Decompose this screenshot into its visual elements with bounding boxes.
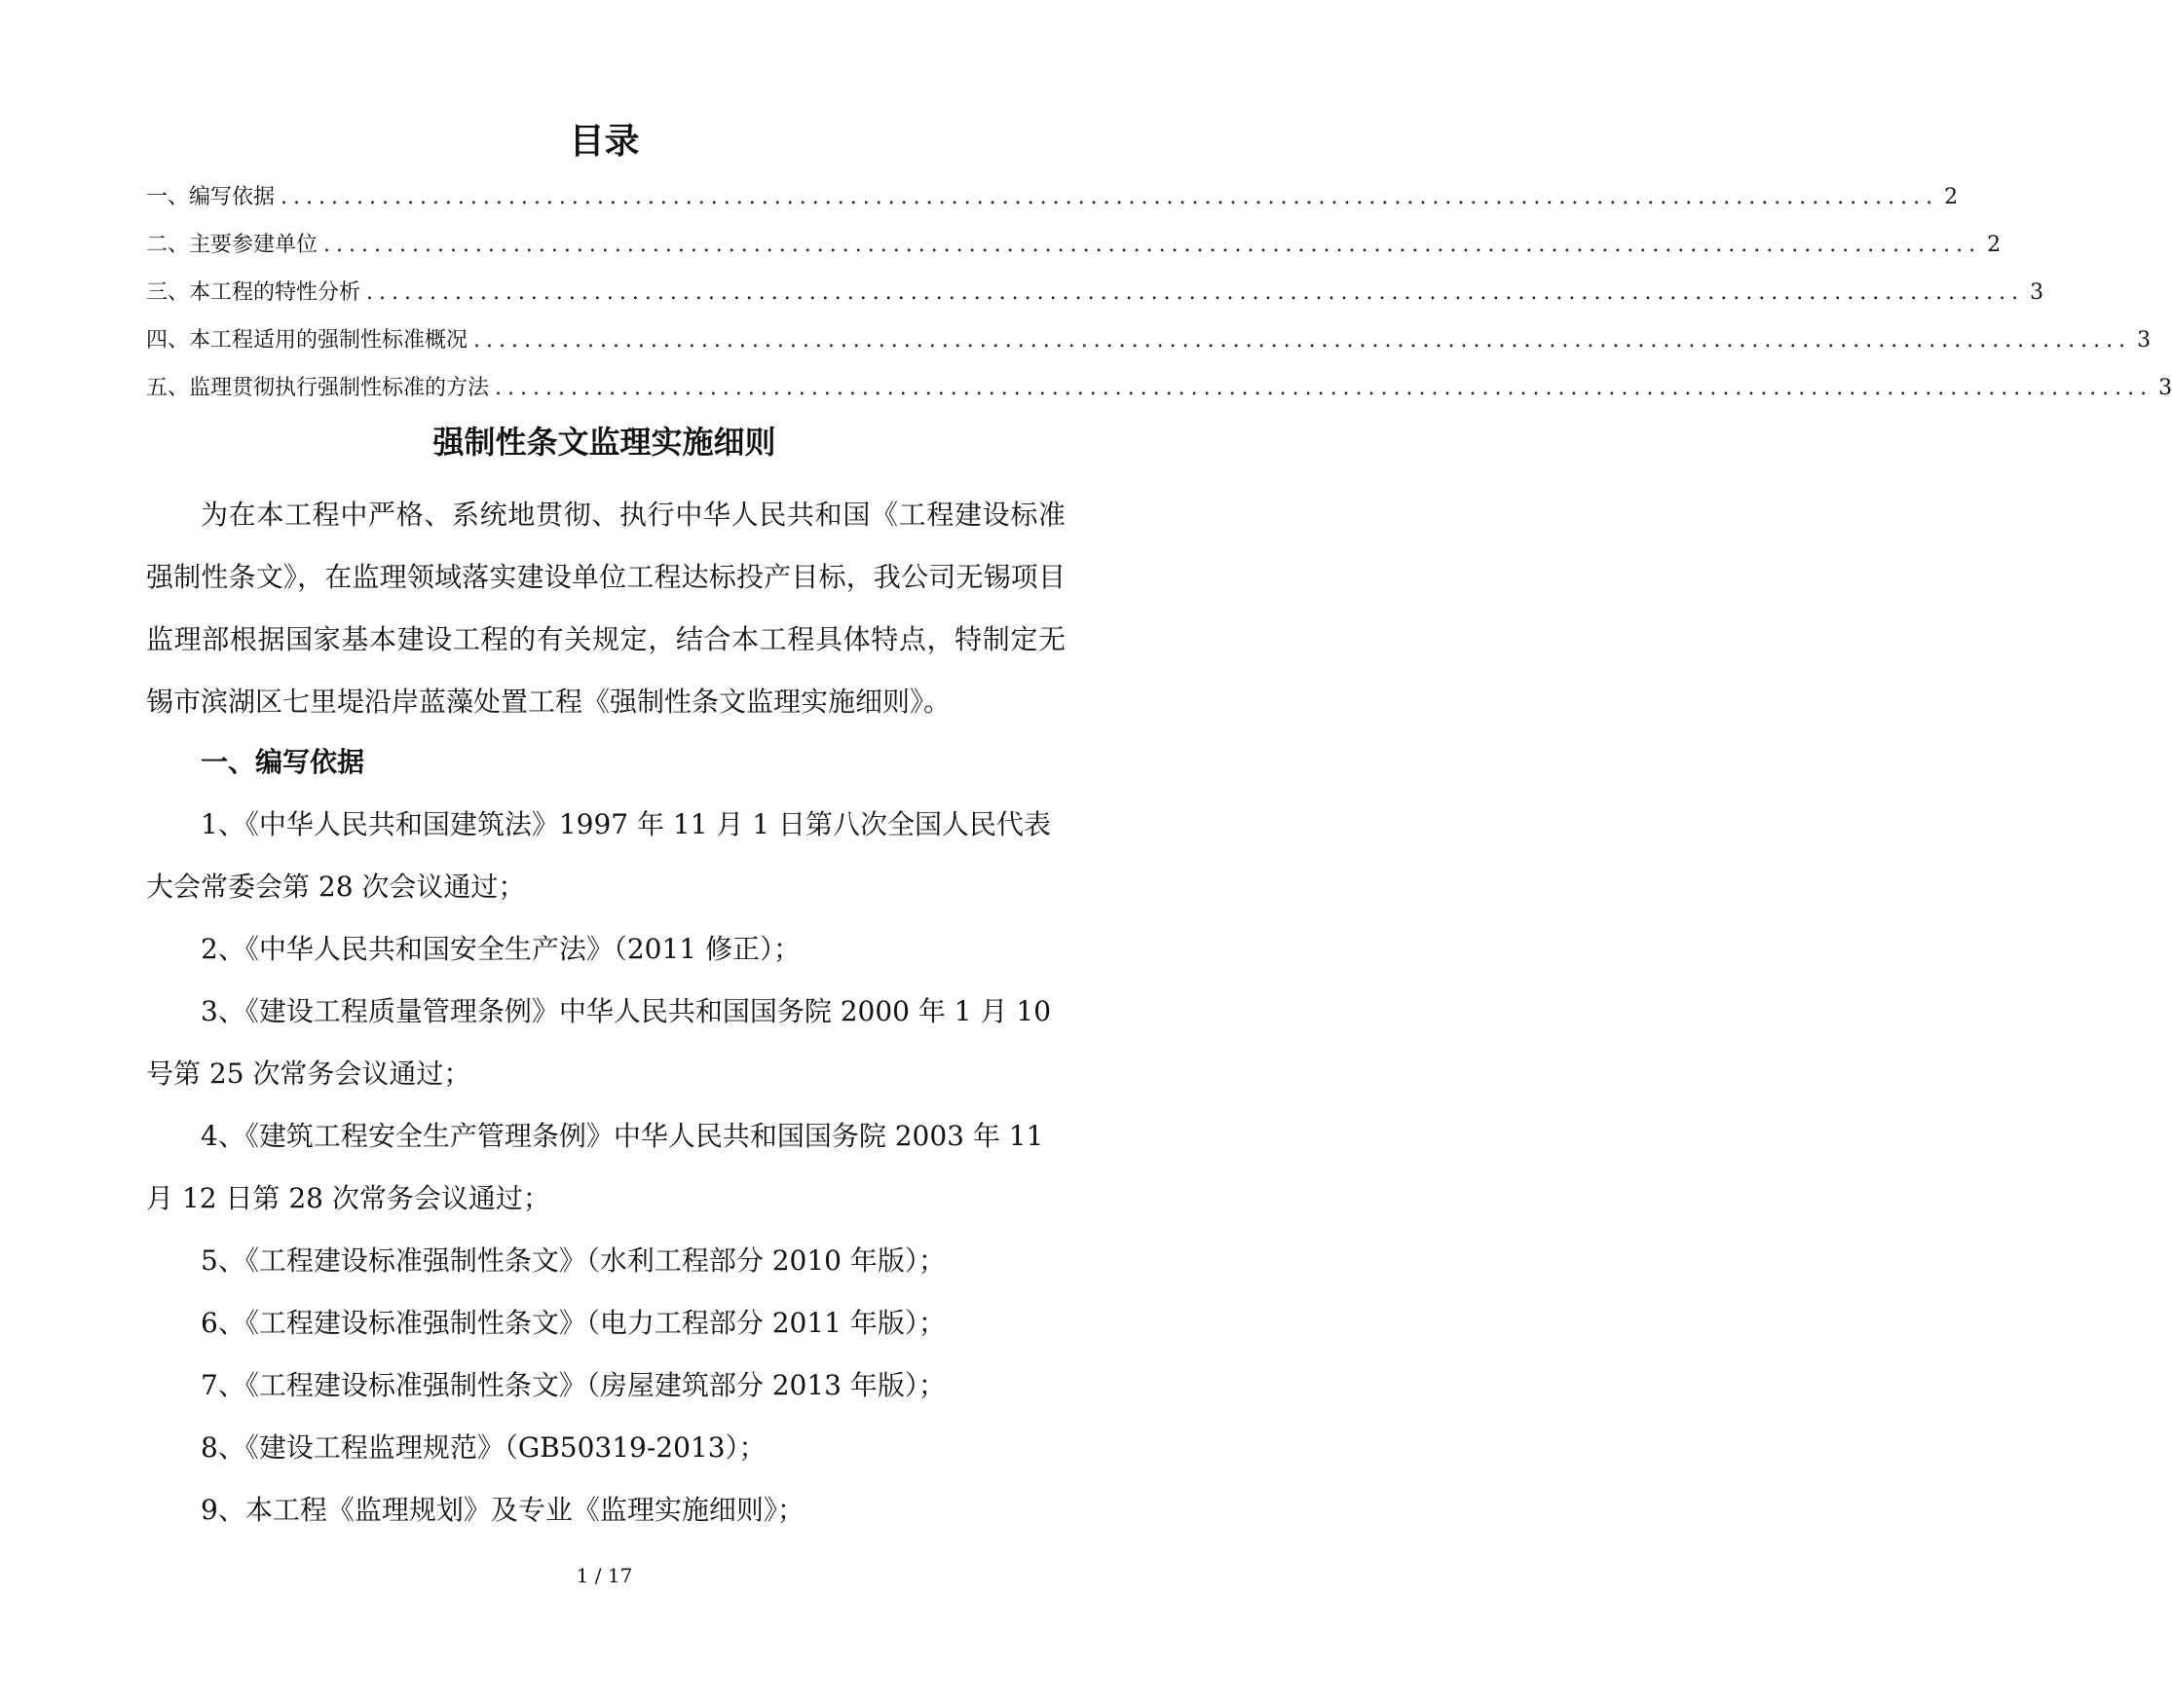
toc-title: 目录 — [569, 122, 640, 162]
toc-entry-label: 五、监理贯彻执行强制性标准的方法 — [146, 376, 490, 400]
list-item: 9、本工程《监理规划》及专业《监理实施细则》； — [201, 1494, 805, 1526]
toc-entry-page: 3 — [2137, 328, 2152, 353]
toc-leader-dots: ................................................................................................................................... — [281, 185, 1939, 209]
toc-entry[interactable] — [146, 374, 2172, 422]
toc-entry[interactable] — [146, 326, 2152, 374]
document-body — [146, 484, 1066, 733]
toc-leader-dots: ................................................................................................................................... — [473, 328, 2132, 353]
table-of-contents — [146, 183, 2172, 422]
toc-entry-page: 3 — [2030, 280, 2044, 305]
list-item: 1、《中华人民共和国建筑法》1997 年 11 月 1 日第八次全国人民代表大会常委会第 28 次会议通过； — [146, 808, 1052, 903]
list-item: 4、《建筑工程安全生产管理条例》中华人民共和国国务院 2003 年 11 月 12 日第 28 次常务会议通过； — [146, 1120, 1044, 1214]
toc-entry[interactable] — [146, 278, 2044, 326]
document-title: 强制性条文监理实施细则 — [432, 424, 776, 461]
list-item: 2、《中华人民共和国安全生产法》（2011 修正）； — [201, 933, 801, 965]
toc-leader-dots: ................................................................................................................................... — [495, 376, 2153, 400]
intro-paragraph: 为在本工程中严格、系统地贯彻、执行中华人民共和国《工程建设标准强制性条文》，在监理领域落实建设单位工程达标投产目标，我公司无锡项目监理部根据国家基本建设工程的有关规定，结合本工程具体特点，特制定无锡市滨湖区七里堤沿岸蓝藻处置工程《强制性条文监理实施细则》。 — [146, 499, 1066, 718]
list-item: 7、《工程建设标准强制性条文》（房屋建筑部分 2013 年版）； — [201, 1369, 946, 1401]
toc-entry-label: 一、编写依据 — [146, 185, 276, 209]
toc-leader-dots: ................................................................................................................................... — [366, 280, 2025, 305]
list-item: 3、《建设工程质量管理条例》中华人民共和国国务院 2000 年 1 月 10 号第 25 次常务会议通过； — [146, 995, 1052, 1090]
toc-entry-page: 3 — [2158, 376, 2172, 400]
toc-entry[interactable] — [146, 231, 2002, 278]
toc-entry-label: 四、本工程适用的强制性标准概况 — [146, 328, 468, 353]
list-item: 5、《工程建设标准强制性条文》（水利工程部分 2010 年版）； — [201, 1244, 946, 1277]
section-heading: 一、编写依据 — [201, 746, 365, 778]
toc-entry-label: 三、本工程的特性分析 — [146, 280, 361, 305]
basis-list — [146, 794, 1066, 1541]
list-item: 6、《工程建设标准强制性条文》（电力工程部分 2011 年版）； — [201, 1307, 946, 1339]
toc-entry[interactable] — [146, 183, 1959, 231]
toc-entry-label: 二、主要参建单位 — [146, 233, 318, 257]
toc-entry-page: 2 — [1944, 185, 1959, 209]
toc-entry-page: 2 — [1987, 233, 2002, 257]
list-item: 8、《建设工程监理规范》（GB50319-2013）； — [201, 1431, 767, 1464]
toc-leader-dots: ................................................................................................................................... — [323, 233, 1982, 257]
page-number: 1 / 17 — [576, 1564, 633, 1587]
